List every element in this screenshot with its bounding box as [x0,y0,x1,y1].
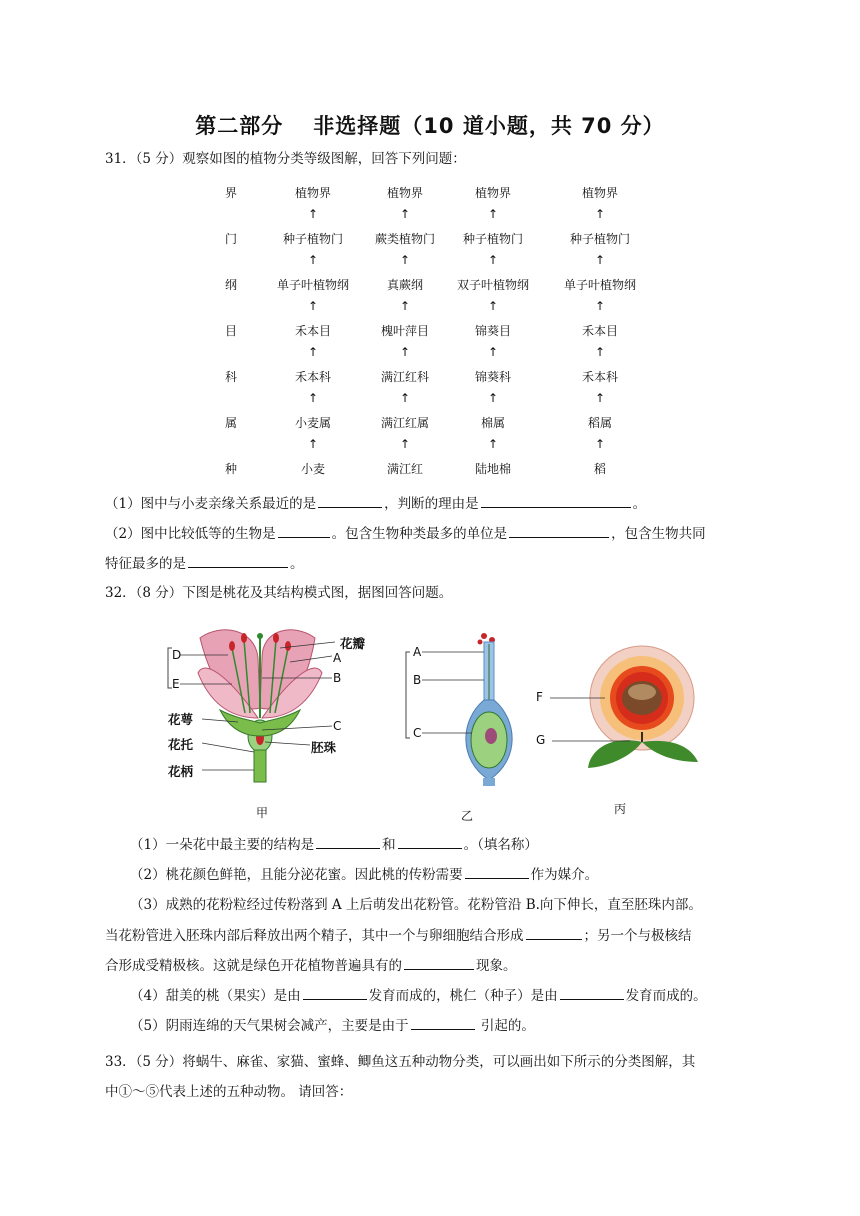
answer-blank[interactable] [526,925,582,940]
section-title [0,110,860,140]
q33-stem-line2: 中①～⑤代表上述的五种动物。 请回答： [105,1084,353,1100]
up-arrow-icon: ↑ [487,437,499,451]
label-E: E [172,677,180,691]
taxon-cell: 种子植物门 [462,232,523,246]
rank-label: 科 [225,370,238,384]
taxon-cell: 小麦属 [294,416,331,430]
q32-part5: （5）阴雨连绵的天气果树会减产，主要是由于 引起的。 [130,1015,535,1036]
up-arrow-icon: ↑ [487,253,499,267]
taxon-cell: 满江红属 [380,416,429,430]
label-G: G [536,733,546,747]
caption-bing: 丙 [614,802,627,816]
label-D: D [172,648,182,662]
caption-yi: 乙 [461,809,474,823]
q31-stem: 31．（5 分）观察如图的植物分类等级图解，回答下列问题： [105,151,466,167]
label-huabing: 花柄 [168,764,194,779]
up-arrow-icon: ↑ [307,207,319,221]
taxon-cell: 双子叶植物纲 [456,278,529,292]
rank-label: 种 [225,462,238,476]
up-arrow-icon: ↑ [307,253,319,267]
rank-label: 纲 [225,278,238,292]
taxon-cell: 植物界 [386,186,423,200]
taxonomy-diagram [215,184,655,484]
up-arrow-icon: ↑ [399,345,411,359]
taxon-cell: 满江红科 [380,370,429,384]
taxon-cell: 禾本目 [294,324,331,338]
up-arrow-icon: ↑ [487,345,499,359]
rank-label: 门 [225,232,238,246]
q33-stem-line1: 33．（5 分）将蜗牛、麻雀、家猫、蜜蜂、鲫鱼这五种动物分类，可以画出如下所示的分类图解，其 [105,1054,696,1070]
up-arrow-icon: ↑ [594,299,606,313]
up-arrow-icon: ↑ [399,437,411,451]
taxon-cell: 稻 [593,462,606,476]
answer-blank[interactable] [411,1015,475,1030]
caption-jia: 甲 [256,806,269,820]
up-arrow-icon: ↑ [399,253,411,267]
label-A: A [333,651,342,665]
answer-blank[interactable] [398,834,462,849]
answer-blank[interactable] [509,523,609,538]
peach-fruit-figure [530,640,705,780]
taxon-cell: 陆地棉 [474,462,511,476]
label-F: F [536,690,543,704]
q31-part2-cont: 特征最多的是 。 [105,553,304,574]
taxon-cell: 锦葵目 [474,324,511,338]
taxon-cell: 单子叶植物纲 [563,278,636,292]
q31-part1: （1）图中与小麦亲缘关系最近的是 ，判断的理由是 。 [105,493,646,514]
answer-blank[interactable] [560,985,624,1000]
q32-part2: （2）桃花颜色鲜艳，且能分泌花蜜。因此桃的传粉需要 作为媒介。 [130,864,598,885]
up-arrow-icon: ↑ [487,299,499,313]
taxon-cell: 植物界 [294,186,331,200]
up-arrow-icon: ↑ [594,391,606,405]
up-arrow-icon: ↑ [594,345,606,359]
rank-label: 属 [225,416,238,430]
taxon-cell: 锦葵科 [474,370,511,384]
taxon-cell: 蕨类植物门 [374,232,435,246]
taxon-cell: 植物界 [581,186,618,200]
up-arrow-icon: ↑ [487,207,499,221]
up-arrow-icon: ↑ [594,253,606,267]
taxon-cell: 禾本科 [294,370,331,384]
taxon-cell: 槐叶萍目 [380,324,429,338]
label-huatuo: 花托 [168,737,194,752]
taxon-cell: 满江红 [386,462,423,476]
label-C: C [333,719,342,733]
rank-label: 界 [225,186,238,200]
label-B: B [333,671,342,685]
answer-blank[interactable] [278,523,330,538]
up-arrow-icon: ↑ [399,391,411,405]
up-arrow-icon: ↑ [307,437,319,451]
q31-part2: （2）图中比较低等的生物是 。包含生物种类最多的单位是 ，包含生物共同 [105,523,706,544]
up-arrow-icon: ↑ [487,391,499,405]
q32-part3: （3）成熟的花粉粒经过传粉落到 A 上后萌发出花粉管。花粉管沿 B.向下伸长，直至胚珠内部。 [130,897,702,913]
taxon-cell: 单子叶植物纲 [276,278,349,292]
section-main-label: 非选择题（10 道小题，共 70 分） [313,114,665,138]
q32-part4: （4）甜美的桃（果实）是由 发育而成的，桃仁（种子）是由 发育而成的。 [130,985,707,1006]
answer-blank[interactable] [404,955,474,970]
up-arrow-icon: ↑ [594,207,606,221]
taxon-cell: 小麦 [300,462,325,476]
taxon-cell: 种子植物门 [569,232,630,246]
rank-label: 目 [225,324,238,338]
up-arrow-icon: ↑ [307,299,319,313]
label-yi-A: A [413,645,422,659]
up-arrow-icon: ↑ [399,207,411,221]
taxon-cell: 种子植物门 [282,232,343,246]
answer-blank[interactable] [481,493,631,508]
taxon-cell: 禾本目 [581,324,618,338]
up-arrow-icon: ↑ [594,437,606,451]
label-yi-B: B [413,673,422,687]
taxon-cell: 植物界 [474,186,511,200]
up-arrow-icon: ↑ [307,345,319,359]
answer-blank[interactable] [316,834,380,849]
label-yi-C: C [413,726,422,740]
q32-part3-cont2: 合形成受精极核。这就是绿色开花植物普遍具有的 现象。 [105,955,517,976]
up-arrow-icon: ↑ [399,299,411,313]
taxon-cell: 稻属 [587,416,612,430]
taxon-cell: 禾本科 [581,370,618,384]
taxon-cell: 棉属 [480,416,505,430]
answer-blank[interactable] [318,493,382,508]
q32-part1: （1）一朵花中最主要的结构是 和 。（填名称） [130,834,538,855]
answer-blank[interactable] [465,864,529,879]
answer-blank[interactable] [188,553,288,568]
answer-blank[interactable] [303,985,367,1000]
label-huaban: 花瓣 [340,636,366,651]
label-peizhu: 胚珠 [311,740,337,755]
up-arrow-icon: ↑ [307,391,319,405]
section-part-label: 第二部分 [195,114,284,138]
q32-stem: 32．（8 分）下图是桃花及其结构模式图，据图回答问题。 [105,585,453,601]
q32-part3-cont1: 当花粉管进入胚珠内部后释放出两个精子，其中一个与卵细胞结合形成 ；另一个与极核结 [105,925,692,946]
label-huae: 花萼 [168,712,194,727]
taxon-cell: 真蕨纲 [386,278,423,292]
